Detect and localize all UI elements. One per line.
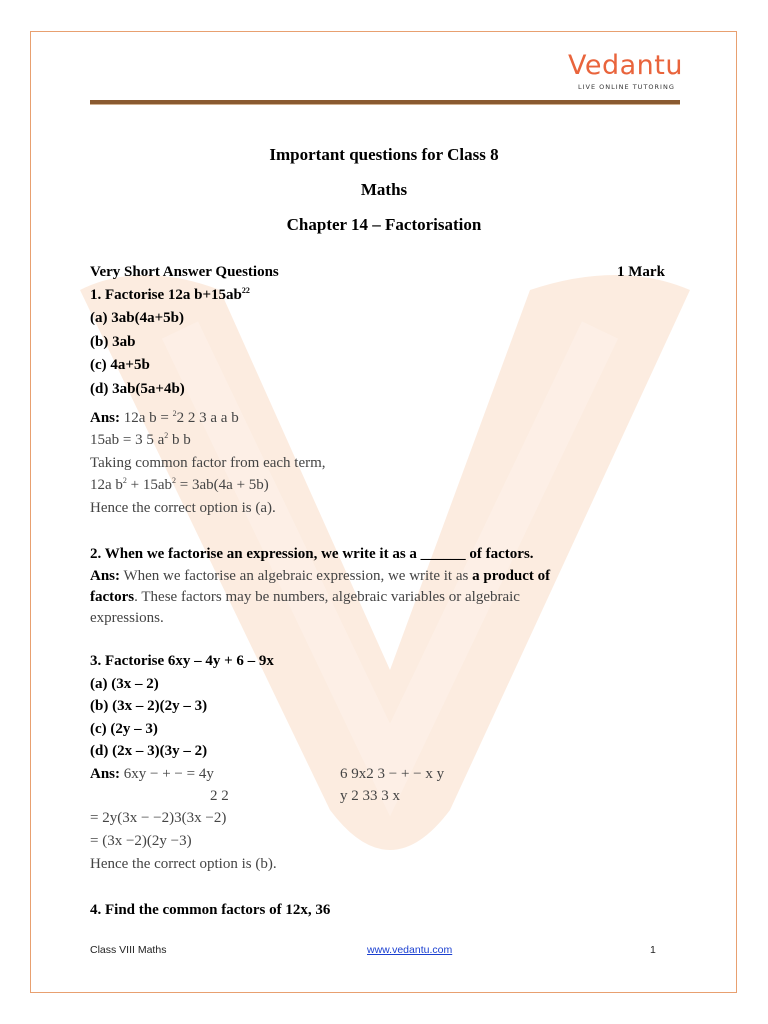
header-rule [90, 100, 680, 105]
q1-option-d: (d) 3ab(5a+4b) [90, 381, 185, 397]
q3-answer-line-5: Hence the correct option is (b). [90, 856, 277, 872]
q3-option-d: (d) (2x – 3)(3y – 2) [90, 743, 208, 759]
q3-option-b: (b) (3x – 2)(2y – 3) [90, 698, 208, 714]
footer-left: Class VIII Maths [90, 944, 167, 956]
subject-title: Maths [360, 180, 408, 199]
q1-answer-line-4 [90, 476, 269, 494]
q1-answer-line-1 [90, 409, 239, 427]
q3-answer-line-1 [90, 765, 214, 783]
q2-ans-l1a: When we factorise an algebraic expression, we write it as [120, 568, 473, 584]
q3-ans-l1a: 6xy − + − = 4y [120, 766, 214, 782]
q1-ans-l1sup: 2 [172, 409, 177, 418]
q3-answer-line-2b: y 2 33 3 x [340, 788, 400, 804]
q3-answer-line-3: = 2y(3x − −2)3(3x −2) [90, 810, 227, 826]
footer-page-number: 1 [650, 944, 656, 956]
q2-answer-line-2 [90, 588, 520, 606]
q3-question: 3. Factorise 6xy – 4y + 6 – 9x [90, 653, 274, 669]
q1-answer-line-3: Taking common factor from each term, [90, 455, 326, 471]
q2-ans-l2a: factors [90, 589, 135, 605]
q1-ans-l4sup1: 2 [122, 476, 127, 485]
logo-wordmark: Vedantu [568, 50, 683, 81]
q1-ans-label: Ans: [90, 410, 121, 426]
q2-answer-line-1 [90, 567, 550, 585]
q1-ans-l2a: 15ab = 3 5 a [90, 432, 165, 448]
section-marks: 1 Mark [617, 264, 665, 280]
q1-question [90, 286, 250, 304]
chapter-title: Chapter 14 – Factorisation [286, 215, 482, 234]
q1-ans-l4c: = 3ab(4a + 5b) [176, 477, 269, 493]
q3-answer-line-1b: 6 9x2 3 − + − x y [340, 766, 445, 782]
q1-answer-line-5: Hence the correct option is (a). [90, 500, 276, 516]
q1-question-sup: 22 [241, 286, 250, 295]
q1-question-text: 1. Factorise 12a b+15ab [90, 287, 242, 303]
q2-ans-l2b: . These factors may be numbers, algebraic variables or algebraic [134, 589, 520, 605]
q1-option-a: (a) 3ab(4a+5b) [90, 310, 184, 326]
q3-answer-line-2a: 2 2 [210, 788, 229, 804]
q1-ans-l4a: 12a b [90, 477, 123, 493]
q1-ans-l1b: 2 2 3 a a b [176, 410, 239, 426]
q4-question: 4. Find the common factors of 12x, 36 [90, 902, 331, 918]
q1-option-c: (c) 4a+5b [90, 357, 150, 373]
logo-tagline: LIVE ONLINE TUTORING [578, 83, 675, 91]
q1-ans-l4b: + 15ab [126, 477, 173, 493]
q2-ans-label: Ans: [90, 568, 121, 584]
q3-answer-line-4: = (3x −2)(2y −3) [90, 833, 192, 849]
q1-ans-l1a: 12a b = [120, 410, 173, 426]
section-label: Very Short Answer Questions [90, 264, 279, 280]
document-title: Important questions for Class 8 [269, 145, 499, 164]
q3-option-a: (a) (3x – 2) [90, 676, 159, 692]
q1-ans-l2sup: 2 [164, 431, 169, 440]
q2-question: 2. When we factorise an expression, we write it as a ______ of factors. [90, 546, 534, 562]
q1-option-b: (b) 3ab [90, 334, 136, 350]
q3-option-c: (c) (2y – 3) [90, 721, 158, 737]
vedantu-logo[interactable] [568, 50, 684, 92]
q3-ans-label: Ans: [90, 766, 121, 782]
q2-ans-l1b: a product of [472, 568, 551, 584]
q1-ans-l4sup2: 2 [172, 476, 177, 485]
footer-website-link[interactable]: www.vedantu.com [367, 944, 453, 956]
q2-answer-line-3: expressions. [90, 610, 164, 626]
q1-ans-l2b: b b [168, 432, 191, 448]
q1-answer-line-2 [90, 431, 191, 449]
